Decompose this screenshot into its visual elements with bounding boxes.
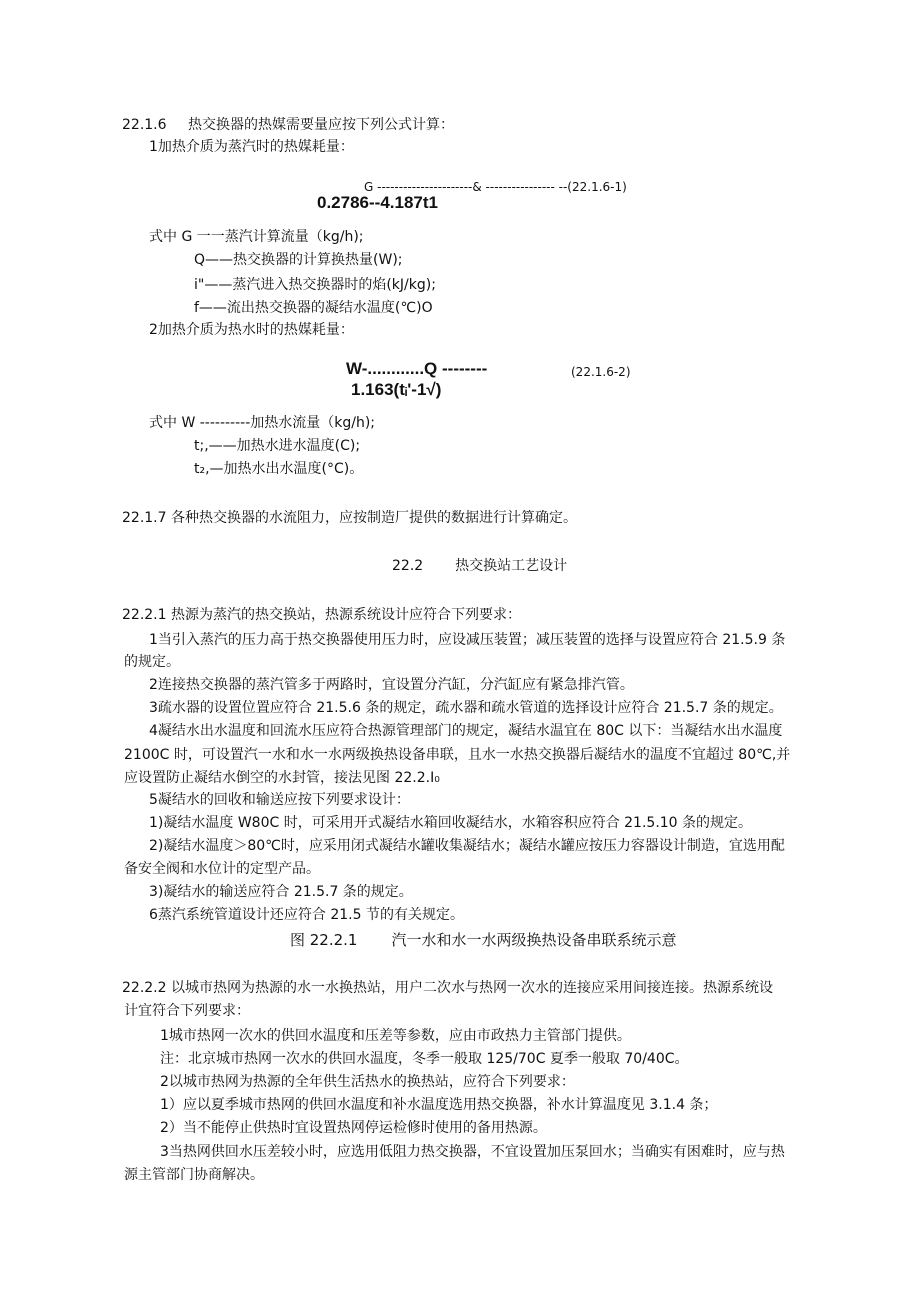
para-5-3: 3)凝结水的输送应符合 21.5.7 条的规定。 <box>149 884 413 900</box>
para-1: 1城市热网一次水的供回水温度和压差等参数，应由市政热力主管部门提供。 <box>160 1028 631 1044</box>
para-6: 6蒸汽系统管道设计还应符合 21.5 节的有关规定。 <box>149 907 464 923</box>
def-t2: t₂,—加热水出水温度(°C)。 <box>194 461 364 477</box>
def-f: f——流出热交换器的凝结水温度(℃)O <box>194 300 433 316</box>
where-1: 式中 G 一一蒸汽计算流量（kg/h); <box>149 229 364 245</box>
formula-1-bottom: 0.2786--4.187t1 <box>317 193 438 212</box>
formula-2-bottom: 1.163(tᵢ'-1√) <box>351 380 442 399</box>
para-5-2-line-a: 2)凝结水温度＞80℃时，应采用闭式凝结水罐收集凝结水；凝结水罐应按压力容器设计制造，宜选用配 <box>149 838 785 854</box>
section-22-1-6-heading <box>122 115 454 135</box>
para-4-line-c: 应设置防止凝结水倒空的水封管，接法见图 22.2.I₀ <box>124 770 440 786</box>
note: 注：北京城市热网一次水的供回水温度，冬季一般取 125/70C 夏季一般取 70/40C。 <box>160 1051 689 1067</box>
para-3-line-a: 3当热网供回水压差较小时，应选用低阻力热交换器，不宜设置加压泵回水；当确实有困难时，应与热 <box>160 1144 785 1160</box>
section-number: 22.1.6 <box>122 117 167 133</box>
para-5-1: 1)凝结水温度 W80C 时，可采用开式凝结水箱回收凝结水，水箱容积应符合 21.5.10 条的规定。 <box>149 815 753 831</box>
formula-1-top: G ----------------------& ---------------- --(22.1.6-1) <box>364 180 627 194</box>
section-title: 热交换器的热媒需要量应按下列公式计算： <box>188 117 454 133</box>
def-t1: t;,——加热水进水温度(C); <box>194 438 361 454</box>
para-3: 3疏水器的设置位置应符合 21.5.6 条的规定，疏水器和疏水管道的选择设计应符合 21.5.7 条的规定。 <box>149 700 783 716</box>
section-22-2-2-intro-a: 22.2.2 以城市热网为热源的水一水换热站，用户二次水与热网一次水的连接应采用间接连接。热源系统设 <box>122 980 773 996</box>
def-q: Q——热交换器的计算换热量(W); <box>194 252 403 268</box>
para-2: 2连接热交换器的蒸汽管多于两路时，宜设置分汽缸，分汽缸应有紧急排汽管。 <box>149 677 634 693</box>
figure-title: 汽一水和水一水两级换热设备串联系统示意 <box>391 931 677 949</box>
formula-2-number: (22.1.6-2) <box>571 365 631 379</box>
para-3-line-b: 源主管部门协商解决。 <box>124 1167 264 1183</box>
figure-caption <box>290 930 677 950</box>
para-2: 2以城市热网为热源的全年供生活热水的换热站，应符合下列要求： <box>160 1074 575 1090</box>
para-2-2: 2）当不能停止供热时宜设置热网停运检修时使用的备用热源。 <box>160 1120 547 1136</box>
para-1-line-b: 的规定。 <box>124 654 180 670</box>
para-2-1: 1）应以夏季城市热网的供回水温度和补水温度选用热交换器，补水计算温度见 3.1.4 条； <box>160 1097 718 1113</box>
def-i: i"——蒸汽进入热交换器时的焰(kJ/kg); <box>194 277 436 293</box>
section-22-2-heading <box>392 556 567 576</box>
item-2-hotwater: 2加热介质为热水时的热媒耗量： <box>149 322 354 338</box>
section-number: 22.2 <box>392 558 424 574</box>
para-4-line-b: 2100C 时，可设置汽一水和水一水两级换热设备串联，且水一水热交换器后凝结水的温度不宜超过 80℃,并 <box>124 747 791 763</box>
section-22-1-7: 22.1.7 各种热交换器的水流阻力，应按制造厂提供的数据进行计算确定。 <box>122 510 577 526</box>
para-1-line-a: 1当引入蒸汽的压力高于热交换器使用压力时，应设减压装置；减压装置的选择与设置应符合 21.5.9 条 <box>149 632 786 648</box>
section-22-2-1-intro: 22.2.1 热源为蒸汽的热交换站，热源系统设计应符合下列要求： <box>122 607 521 623</box>
item-1-steam: 1加热介质为蒸汽时的热媒耗量： <box>149 139 354 155</box>
para-5-2-line-b: 备安全阀和水位计的定型产品。 <box>124 861 320 877</box>
section-title: 热交换站工艺设计 <box>455 558 568 574</box>
para-4-line-a: 4凝结水出水温度和回流水压应符合热源管理部门的规定，凝结水温宜在 80C 以下：当凝结水出水温度 <box>149 723 783 739</box>
para-5: 5凝结水的回收和输送应按下列要求设计： <box>149 792 410 808</box>
formula-2-top: W-............Q -------- <box>346 359 488 378</box>
where-2: 式中 W ----------加热水流量（kg/h); <box>149 415 376 431</box>
section-22-2-2-intro-b: 计宜符合下列要求： <box>124 1003 250 1019</box>
figure-number: 图 22.2.1 <box>290 931 358 949</box>
